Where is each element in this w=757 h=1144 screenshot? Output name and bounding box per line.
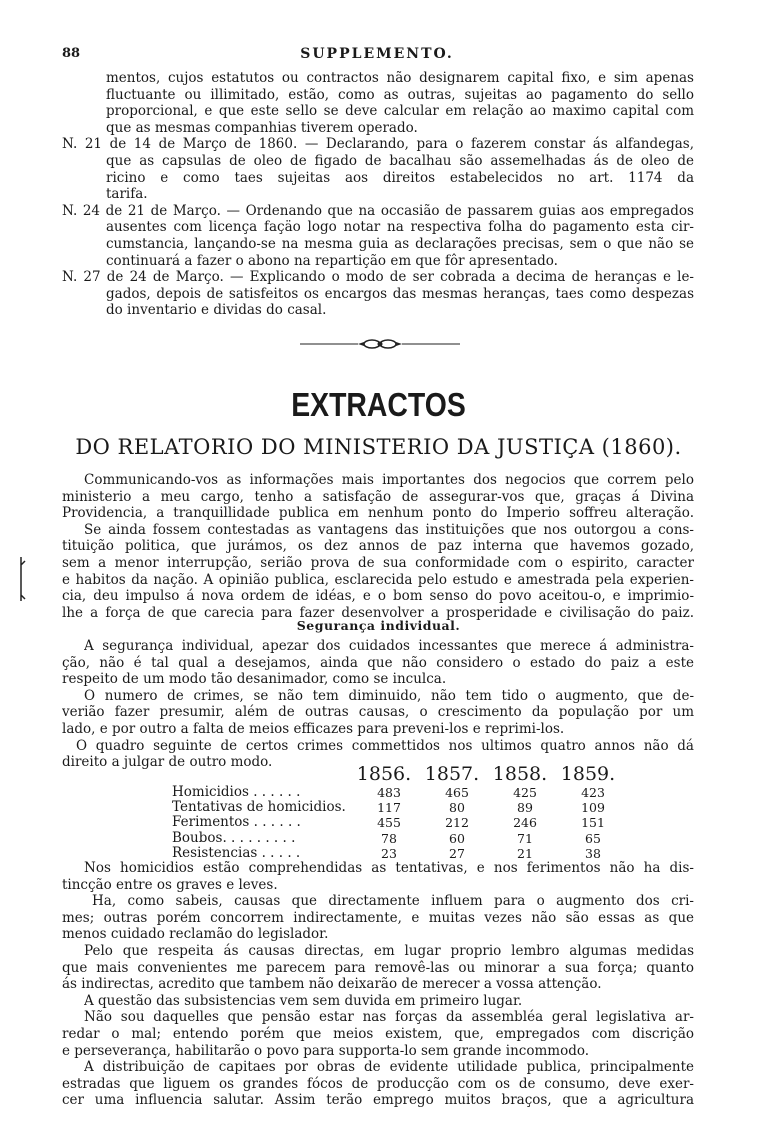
text-line: A segurança individual, apezar dos cuidados incessantes que merece á administra- — [84, 638, 694, 654]
text-line: mentos, cujos estatutos ou contractos não designarem capital fixo, e sim apenas — [106, 70, 694, 86]
row-label: Tentativas de homicidios. — [172, 800, 346, 816]
table-cell: 109 — [581, 800, 605, 816]
text-line: A questão das subsistencias vem sem duvida em primeiro lugar. — [84, 992, 523, 1009]
table-cell: 38 — [585, 845, 601, 861]
row-label: Homicidios . . . . . . — [172, 785, 301, 800]
table-cell: 71 — [517, 830, 533, 846]
text-line: lado, e por outro a falta de meios efficazes para preveni-los e reprimi-los. — [62, 720, 565, 737]
text-line: ministerio a meu cargo, tenho a satisfação de assegurar-vos que, graças á Divina — [62, 488, 694, 505]
table-cell: 65 — [585, 830, 601, 846]
text-line: Se ainda fossem contestadas as vantagens das instituições que nos outorgou a cons- — [84, 521, 694, 538]
security-paragraph — [62, 638, 694, 771]
text-line: lhe a força de que carecia para fazer desenvolver a prosperidade e civilisação do paiz. — [62, 604, 694, 621]
table-cell: 151 — [581, 815, 605, 831]
text-line: proporcional, e que este sello se deve calcular em relação ao maximo capital com — [106, 103, 694, 120]
column-header-year: 1858. — [492, 763, 548, 785]
closing-paragraphs — [62, 860, 694, 1109]
table-cell: 60 — [449, 830, 465, 846]
text-line: mes; outras porém concorrem indirectamente, e muitas vezes não são essas as que — [62, 909, 694, 926]
text-line: Communicando-vos as informações mais importantes dos negocios que correm pelo — [84, 472, 694, 488]
table-cell: 27 — [449, 845, 465, 861]
text-line: verião fazer presumir, além de outras causas, o crescimento da população por um — [62, 704, 694, 721]
text-line: e habitos da nação. A opinião publica, esclarecida pelo estudo e amestrada pela experien- — [62, 571, 694, 588]
column-header-year: 1856. — [356, 763, 412, 785]
row-label: Ferimentos . . . . . . — [172, 815, 301, 831]
table-row — [172, 846, 627, 861]
section-heading: Segurança individual. — [296, 618, 461, 633]
text-line: cumstancia, lançando-se na mesma guia as declarações precisas, sem o que não se — [106, 235, 694, 252]
text-line: que mais convenientes me parecem para removê-las ou minorar a sua força; quanto — [62, 959, 694, 976]
text-line: ausentes com licença façäo logo notar na respectiva folha do pagamento esta cir- — [106, 219, 694, 236]
text-line: cer uma influencia salutar. Assim terão emprego muitos braços, que a agricultura — [62, 1092, 694, 1109]
text-line: menos cuidado reclamão do legislador. — [62, 926, 329, 943]
intro-paragraph — [62, 472, 694, 621]
decree-entry-21: N. 21 de 14 de Março de 1860. — Declarando, para o fazerem constar ás alfandegas, — [62, 136, 694, 153]
text-line: direito a julgar de outro modo. — [62, 754, 273, 771]
text-line: sem a menor interrupção, serião prova de sua conformidade com o espirito, caracter — [62, 554, 694, 571]
text-line: O numero de crimes, se não tem diminuido, não tem tido o augmento, que de- — [84, 687, 694, 704]
text-line: respeito de um modo tão desanimador, como se inculca. — [62, 671, 447, 688]
text-line: Não sou daquelles que pensão estar nas forças da assembléa geral legislativa ar- — [84, 1009, 694, 1026]
ornament-divider-icon — [300, 337, 460, 351]
section-subtitle: DO RELATORIO DO MINISTERIO DA JUSTIÇA (1860). — [75, 435, 682, 459]
table-row — [172, 785, 627, 800]
running-title: SUPPLEMENTO. — [300, 46, 454, 62]
table-cell: 455 — [377, 815, 401, 831]
decree-list — [62, 70, 694, 319]
table-cell: 78 — [381, 830, 397, 846]
table-row — [172, 831, 627, 846]
column-header-empty — [172, 763, 355, 785]
text-line: e perseverança, habilitarão o povo para supporta-lo sem grande incommodo. — [62, 1042, 590, 1059]
text-line: tincção entre os graves e leves. — [62, 876, 278, 893]
text-line: tituição politica, que jurámos, os dez annos de paz interna que havemos gozado, — [62, 538, 694, 555]
text-line: ção, não é tal qual a desejamos, ainda que não considero o estado do paiz a este — [62, 654, 694, 671]
table-cell: 89 — [517, 800, 533, 816]
table-header-row — [172, 763, 627, 785]
table-cell: 23 — [381, 845, 397, 861]
text-line: cia, deu impulso á nova ordem de idéas, e o bom senso do povo aceitou-o, e imprimio- — [62, 588, 694, 605]
text-line: continuará a fazer o abono na repartição em que fôr apresentado. — [106, 252, 558, 269]
decree-entry-27: N. 27 de 24 de Março. — Explicando o modo de ser cobrada a decima de heranças e le- — [62, 269, 694, 286]
text-line: tarifa. — [106, 186, 148, 203]
text-line: A distribuição de capitaes por obras de evidente utilidade publica, principalmente — [84, 1059, 694, 1076]
text-line: O quadro seguinte de certos crimes commettidos nos ultimos quatro annos não dá — [76, 737, 694, 754]
text-line: que as capsulas de oleo de figado de bacalhau são assemelhadas ás de oleo de — [106, 152, 694, 169]
text-line: gados, depois de satisfeitos os encargos das mesmas heranças, taes como despezas — [106, 285, 694, 302]
page-header — [62, 46, 692, 66]
table-cell: 212 — [445, 815, 469, 831]
text-line: ás indirectas, acredito que tambem não deixarão de merecer a vossa attenção. — [62, 976, 602, 993]
text-line: do inventario e dividas do casal. — [106, 302, 327, 319]
table-cell: 21 — [517, 845, 533, 861]
text-line: Ha, como sabeis, causas que directamente influem para o augmento dos cri- — [92, 893, 694, 910]
table-cell: 246 — [513, 815, 537, 831]
table-cell: 425 — [513, 785, 537, 800]
row-label: Boubos. . . . . . . . . — [172, 830, 296, 846]
text-line: fluctuante ou illimitado, estão, como as outras, sujeitas ao pagamento do sello — [106, 86, 694, 103]
table-row — [172, 800, 627, 815]
column-header-year: 1857. — [424, 763, 480, 785]
decree-entry-24: N. 24 de 21 de Março. — Ordenando que na occasião de passarem guias aos empregados — [62, 202, 694, 219]
crime-statistics-table — [172, 763, 627, 861]
table-cell: 483 — [377, 785, 401, 800]
text-line: Pelo que respeita ás causas directas, em lugar proprio lembro algumas medidas — [84, 942, 694, 959]
table-row — [172, 815, 627, 830]
section-title: EXTRACTOS — [291, 386, 466, 423]
table-cell: 117 — [377, 800, 401, 816]
row-label: Resistencias . . . . . — [172, 845, 301, 861]
text-line: ricino e como taes sujeitas aos direitos estabelecidos no art. 1174 da — [106, 169, 694, 186]
page-number: 88 — [62, 46, 81, 61]
text-line: estradas que liguem os grandes fócos de producção com os de consumo, deve exer- — [62, 1075, 694, 1092]
text-line: redar o mal; entendo porém que meios existem, que, empregados com discrição — [62, 1025, 694, 1042]
margin-bracket-icon — [18, 555, 28, 603]
text-line: Providencia, a tranquillidade publica em nenhum ponto do Imperio soffreu alteração. — [62, 505, 694, 522]
text-line: Nos homicidios estão comprehendidas as tentativas, e nos ferimentos não ha dis- — [84, 860, 694, 876]
table-cell: 465 — [445, 785, 469, 800]
text-line: que as mesmas companhias tiverem operado. — [106, 119, 418, 136]
table-cell: 423 — [581, 785, 605, 800]
column-header-year: 1859. — [560, 763, 616, 785]
table-cell: 80 — [449, 800, 465, 816]
